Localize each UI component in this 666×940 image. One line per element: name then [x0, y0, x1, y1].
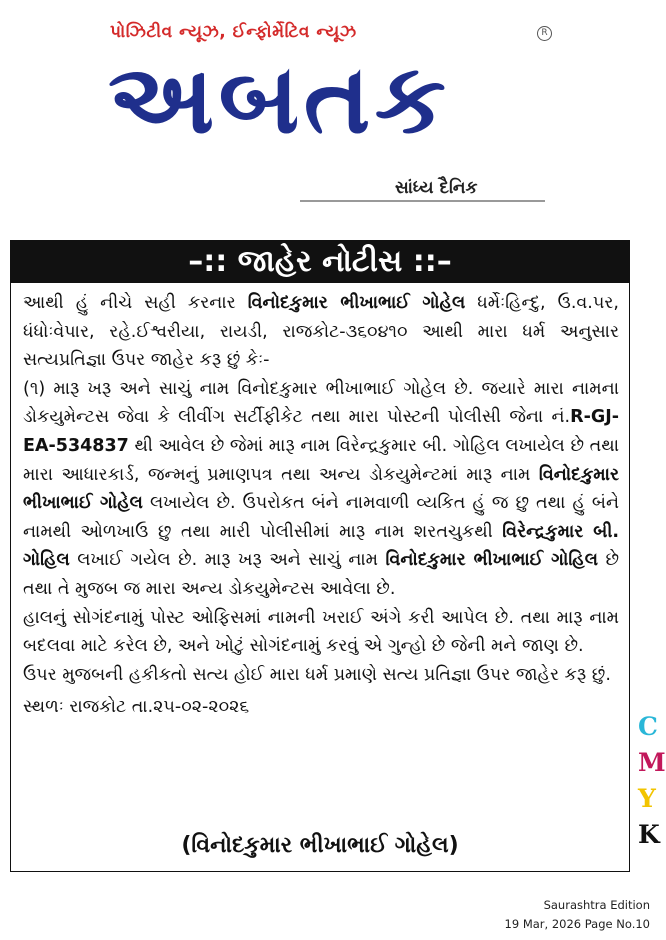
- text: છે તથા તે મુજબ જ મારા અન્ય ડોકયુમેન્ટસ આવેલા છે.: [23, 550, 619, 599]
- masthead-tagline: પોઝિટીવ ન્યૂઝ, ઈન્ફોર્મેટિવ ન્યૂઝ: [110, 22, 357, 42]
- cmyk-c: C: [638, 712, 658, 741]
- masthead-subtitle: સાંધ્ય દૈનિક: [395, 178, 478, 198]
- cmyk-k: K: [638, 820, 660, 849]
- policy-number: R-GJ-EA-534837: [23, 407, 619, 456]
- edition-date-page: 19 Mar, 2026 Page No.10: [504, 917, 650, 931]
- text: (૧) મારૂ ખરૂ અને સાચું નામ વિનોદકુમાર ભીખાભાઈ ગોહેલ છે. જયારે મારા નામના ડોકયુમેન્ટસ જેવા કે લીવીંગ સર્ટીફીકેટ તથા મારા પોસ્ટની પોલીસી જેના નં.: [23, 378, 619, 428]
- signature: (વિનોદકુમાર ભીખાભાઈ ગોહેલ): [181, 833, 459, 858]
- notice-paragraph-1: [23, 289, 619, 375]
- cmyk-m: M: [638, 748, 666, 777]
- notice-paragraph-3: હાલનું સોગંદનામું પોસ્ટ ઓફિસમાં નામની ખરાઈ અંગે કરી આપેલ છે. તથા મારૂ નામ બદલવા માટે કરેલ છે, અને ખોટું સોગંદનામું કરવું એ ગુન્હો છે જેની મને જાણ છે.: [23, 607, 619, 657]
- wrong-name: વિરેન્દ્રકુમાર બી. ગોહિલ: [23, 521, 620, 571]
- text: લખાયેલ છે. ઉપરોકત બંને નામવાળી વ્યકિત હું જ છુ તથા હું બંને નામથી ઓળખાઉ છુ તથા મારી પોલીસીમાં મારૂ નામ શરતચુકથી: [23, 493, 619, 542]
- declarant-name: વિનોદકુમાર ભીખાભાઈ ગોહેલ: [247, 293, 466, 313]
- text: ધર્મેઃહિન્દુ, ઉ.વ.૫ર, ધંધોઃવેપાર, રહે.ઈશ્વરીયા, રાયડી, રાજકોટ-૩૬૦૪૧૦ આથી મારા ધર્મ અનુસાર સત્યપ્રતિજ્ઞા ઉપર જાહેર કરૂ છું કેઃ-: [23, 293, 619, 371]
- text: લખાઈ ગયેલ છે. મારૂ ખરૂ અને સાચું નામ: [69, 550, 386, 571]
- notice-body: [23, 289, 619, 722]
- cmyk-y: Y: [638, 784, 656, 813]
- edition-name: Saurashtra Edition: [543, 898, 650, 912]
- public-notice: [10, 240, 630, 872]
- text: થી આવેલ છે જેમાં મારૂ નામ વિરેન્દ્રકુમાર બી. ગોહિલ લખાયેલ છે તથા મારા આધારકાર્ડ, જન્મનું પ્રમાણપત્ર તથા અન્ય ડોકયુમેન્ટમાં મારૂ નામ: [23, 435, 619, 485]
- masthead-logo: અબતક: [108, 43, 451, 155]
- masthead-divider: [300, 200, 545, 202]
- correct-name: વિનોદકુમાર ભીખાભાઈ ગોહેલ: [23, 464, 619, 514]
- notice-paragraph-2: [23, 375, 619, 604]
- registered-mark-icon: R: [537, 26, 552, 41]
- notice-heading: –:: જાહેર નોટીસ ::–: [11, 241, 629, 283]
- true-name: વિનોદકુમાર ભીખાભાઈ ગોહિલ: [385, 550, 598, 571]
- notice-paragraph-4: ઉપર મુજબની હકીકતો સત્ય હોઈ મારા ધર્મ પ્રમાણે સત્ય પ્રતિજ્ઞા ઉપર જાહેર કરૂ છું.: [23, 664, 611, 685]
- text: આથી હું નીચે સહી કરનાર: [23, 293, 248, 313]
- place-date: સ્થળઃ રાજકોટ તા.૨૫-૦૨-૨૦૨૬: [23, 697, 250, 718]
